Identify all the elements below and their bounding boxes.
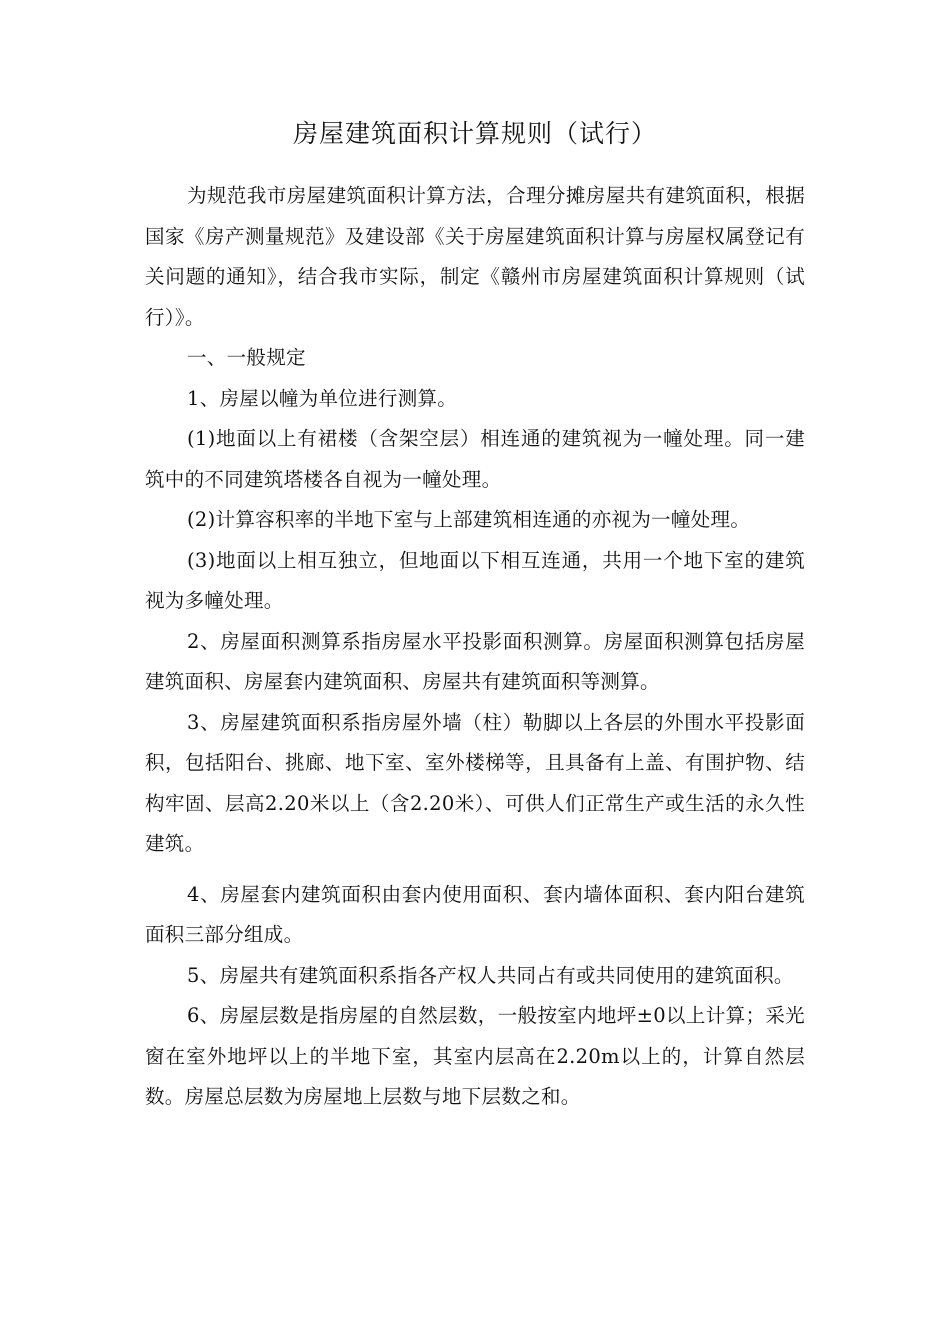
rule-1-item-2: (2)计算容积率的半地下室与上部建筑相连通的亦视为一幢处理。 <box>187 508 751 531</box>
rule-1: 1、房屋以幢为单位进行测算。 <box>187 386 458 410</box>
rule-6: 6、房屋层数是指房屋的自然层数，一般按室内地坪±0以上计算；采光窗在室外地坪以上的半地下室，其室内层高在2.20m以上的，计算自然层数。房屋总层数为房屋地上层数与地下层数之和。 <box>145 1004 805 1108</box>
document-title: 房屋建筑面积计算规则（试行） <box>292 119 657 148</box>
rule-4: 4、房屋套内建筑面积由套内使用面积、套内墙体面积、套内阳台建筑面积三部分组成。 <box>145 882 805 946</box>
rule-5: 5、房屋共有建筑面积系指各产权人共同占有或共同使用的建筑面积。 <box>187 963 794 987</box>
intro-paragraph: 为规范我市房屋建筑面积计算方法，合理分摊房屋共有建筑面积，根据国家《房产测量规范》及建设部《关于房屋建筑面积计算与房屋权属登记有关问题的通知》，结合我市实际，制定《赣州市房屋建筑面积计算规则（试行）》。 <box>145 184 805 329</box>
rule-3: 3、房屋建筑面积系指房屋外墙（柱）勒脚以上各层的外围水平投影面积，包括阳台、挑廊、地下室、室外楼梯等，且具备有上盖、有围护物、结构牢固、层高2.20米以上（含2.20米）、可供人们正常生产或生活的永久性建筑。 <box>145 710 805 855</box>
rule-1-item-1: (1)地面以上有裙楼（含架空层）相连通的建筑视为一幢处理。同一建筑中的不同建筑塔楼各自视为一幢处理。 <box>145 427 805 491</box>
section-heading-general: 一、一般规定 <box>187 346 306 369</box>
document-body <box>145 176 805 1118</box>
rule-2: 2、房屋面积测算系指房屋水平投影面积测算。房屋面积测算包括房屋建筑面积、房屋套内建筑面积、房屋共有建筑面积等测算。 <box>145 629 805 693</box>
rule-1-item-3: (3)地面以上相互独立，但地面以下相互连通，共用一个地下室的建筑视为多幢处理。 <box>145 548 805 612</box>
